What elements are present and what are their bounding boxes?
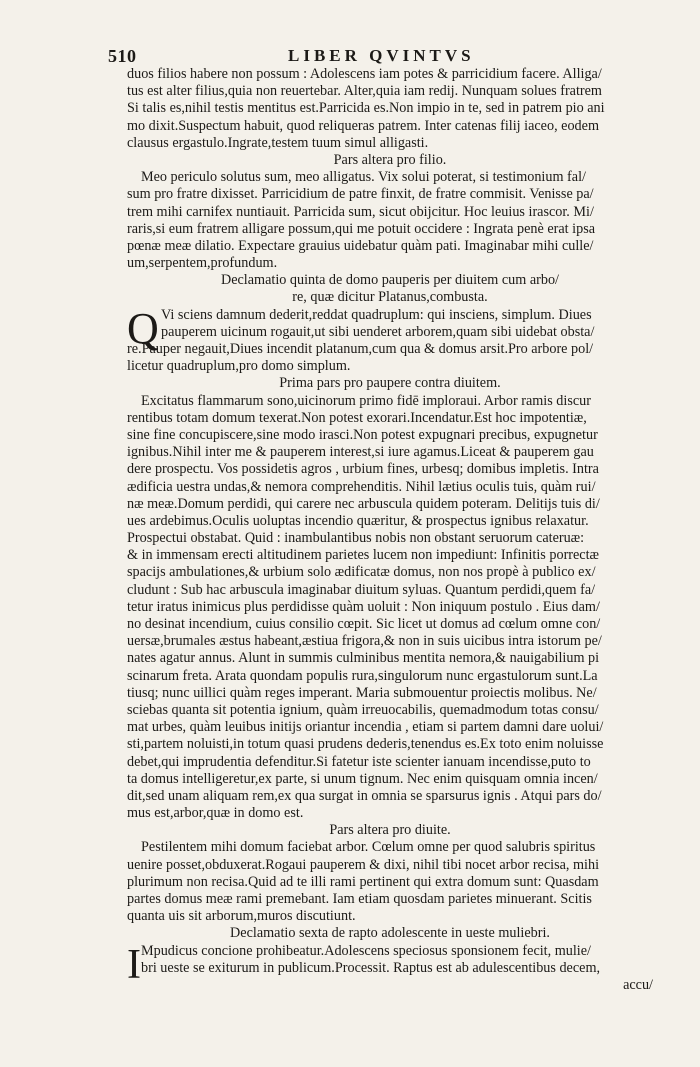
text-line: dere prospectu. Vos possidetis agros , urbium fines, urbesq; domibus impletis. Intra xyxy=(127,461,599,478)
text-line: no desinat incendium, cuius consilio cœpit. Sic licet ut domus ad cœlum omne con/ xyxy=(127,616,601,632)
text-line: raris,si eum fratrem alligare possum,qui me potuit occidere : Ingrata penè erat ipsa xyxy=(127,220,596,237)
section-heading: Prima pars pro paupere contra diuitem. xyxy=(279,375,501,392)
text-line: uenire posset,obduxerat.Rogaui pauperem & dixi, nihil tibi nocet arbor recisa, mihi xyxy=(127,856,600,873)
text-line: pœnæ meæ dilatio. Expectare grauius uidebatur quàm pati. Imaginabar mihi culle/ xyxy=(127,237,594,254)
text-line: Vi sciens damnum dederit,reddat quadruplum: qui insciens, simplum. Diues xyxy=(161,306,592,323)
text-line: Meo periculo solutus sum, meo alligatus. Vix solui poterat, si testimonium fal/ xyxy=(141,169,586,186)
text-line: næ meæ.Domum perdidi, qui carere nec arbuscula quidem poteram. Delitijs tuis di/ xyxy=(127,495,600,512)
text-line: mat urbes, quàm leuibus initijs oriantur incendia , etiam si partem damni dare uolui/ xyxy=(127,719,604,736)
declamation-heading: Declamatio sexta de rapto adolescente in ueste muliebri. xyxy=(230,925,550,942)
text-line: debet,qui imprudentia defenditur.Si fatetur iste scienter ianuam incendisse,puto to xyxy=(127,753,591,770)
text-line: rentibus totam domum texerat.Non potest exorari.Incendatur.Est hoc impotentiæ, xyxy=(127,409,587,426)
text-line: duos filios habere non possum : Adolescens iam potes & parricidium facere. Alliga/ xyxy=(127,66,602,82)
text-line: sciebas quanta sit potentia ignium, quàm irreuocabilis, quemadmodum totas consu/ xyxy=(127,701,599,718)
page-header xyxy=(108,46,588,68)
declamation-heading: re, quæ dicitur Platanus,combusta. xyxy=(292,289,488,306)
text-line: trem mihi carnifex nuntiauit. Parricida sum, sicut obijcitur. Hoc leuius irascor. Mi/ xyxy=(127,203,594,220)
text-line: Mpudicus concione prohibeatur.Adolescens speciosus sponsionem fecit, mulie/ xyxy=(141,942,591,959)
text-line: & in immensam erecti altitudinem parietes lucem non impediunt: Infinitis porrectæ xyxy=(127,547,600,564)
text-line: tiusq; nunc uillici quàm reges imperant. Maria submouentur proiectis molibus. Ne/ xyxy=(127,684,597,701)
text-line: scinarum freta. Arata quondam populis rura,singulorum nunc ergastulorum sunt.La xyxy=(127,667,598,684)
text-block xyxy=(127,66,653,994)
text-line: pauperem uicinum rogauit,ut sibi uenderet arborem,quam sibi uidebat obsta/ xyxy=(161,323,595,340)
text-line: mo dixit.Suspectum habuit, quod reliqueras patrem. Inter catenas filij iaceo, eodem xyxy=(127,117,599,134)
folio-number: 510 xyxy=(108,46,137,66)
text-line: re.Pauper negauit,Diues incendit platanum,cum qua & domus arsit.Pro arbore pol/ xyxy=(127,341,594,357)
text-line: mus est,arbor,quæ in domo est. xyxy=(127,805,304,822)
running-title: LIBER QVINTVS xyxy=(288,46,475,65)
text-line: tetur iratus inimicus plus perdidisse quàm uoluit : Non iniquum postulo . Eius dam/ xyxy=(127,598,600,615)
text-line: ædificia uestra undas,& nemora comprehenditis. Nihil lætius oculis tuis, quàm rui/ xyxy=(127,478,596,495)
text-line: spacijs ambulationes,& urbium solo ædificatæ domus, non nos propè à publico ex/ xyxy=(127,564,596,581)
text-line: uersæ,brumales æstus habeant,æstiua frigora,& non in suis uicibus intra istorum pe/ xyxy=(127,633,602,650)
text-line: Excitatus flammarum sono,uicinorum primo fidē imploraui. Arbor ramis discur xyxy=(141,392,591,409)
text-line: Si talis es,nihil testis mentitus est.Parricida es.Non impio in te, sed in patrem pio ani xyxy=(127,100,605,117)
text-line: plurimum non recisa.Quid ad te illi rami pertinent qui extra domum sunt: Quasdam xyxy=(127,873,599,890)
text-line: sum pro fratre dixisset. Parricidium de patre finxit, de fratre commisit. Venisse pa/ xyxy=(127,186,594,203)
text-line: clausus ergastulo.Ingrate,testem tuum simul alligasti. xyxy=(127,134,429,151)
text-line: cludunt : Sub hac arbuscula imaginabar diuitum syluas. Quantum perdidi,quem fa/ xyxy=(127,581,596,598)
catchword: accu/ xyxy=(623,976,653,993)
text-line: quanta uis sit arborum,muros discutiunt. xyxy=(127,908,356,925)
section-heading: Pars altera pro filio. xyxy=(333,151,447,168)
text-line: sine fine concupiscere,sine modo irasci.Non potest expugnari precibus, expugnetur xyxy=(127,426,598,443)
declamation-heading: Declamatio quinta de domo pauperis per diuitem cum arbo/ xyxy=(220,272,560,289)
text-line: um,serpentem,profundum. xyxy=(127,255,278,272)
section-heading: Pars altera pro diuite. xyxy=(329,822,451,839)
text-line: Prospectui obstabat. Quid : inambulantibus nobis non obstant seruorum cateruæ: xyxy=(127,530,585,547)
text-line: nates agatur annus. Alunt in summis culminibus mentita nemora,& nauigabilium pi xyxy=(127,650,600,667)
text-line: bri ueste se exiturum in publicum.Processit. Raptus est ab adulescentibus decem, xyxy=(141,959,601,976)
text-line: ues ardebimus.Oculis uoluptas incendio quæritur, & prospectus ignibus relaxatur. xyxy=(127,512,589,529)
text-line: ignibus.Nihil inter me & pauperem interest,si iure agamus.Liceat & pauperem gau xyxy=(127,444,594,461)
drop-cap: Q xyxy=(127,303,159,353)
initial-paragraph xyxy=(127,303,653,376)
text-line: sti,partem noluisti,in totum quasi prudens dederis,tenendus es.Ex toto enim noluisse xyxy=(127,736,604,753)
text-line: ta domus intelligeretur,ex parte, si unum tignum. Nec enim quisquam omnia incen/ xyxy=(127,770,598,787)
text-line: Pestilentem mihi domum faciebat arbor. Cœlum omne per quod salubris spiritus xyxy=(141,839,596,856)
text-line: partes domus meæ rami premebant. Iam etiam quosdam parietes minuerant. Scitis xyxy=(127,891,592,907)
text-line: tus est alter filius,quia non reuertebar. Alter,quia iam redij. Nunquam solues fratrem xyxy=(127,83,602,100)
text-line: dit,sed unam aliquam rem,ex qua surgat in omnia se sparsurus ignis . Atqui pars do/ xyxy=(127,787,602,804)
text-line: licetur quadruplum,pro domo simplum. xyxy=(127,358,351,375)
drop-cap: I xyxy=(127,941,141,988)
